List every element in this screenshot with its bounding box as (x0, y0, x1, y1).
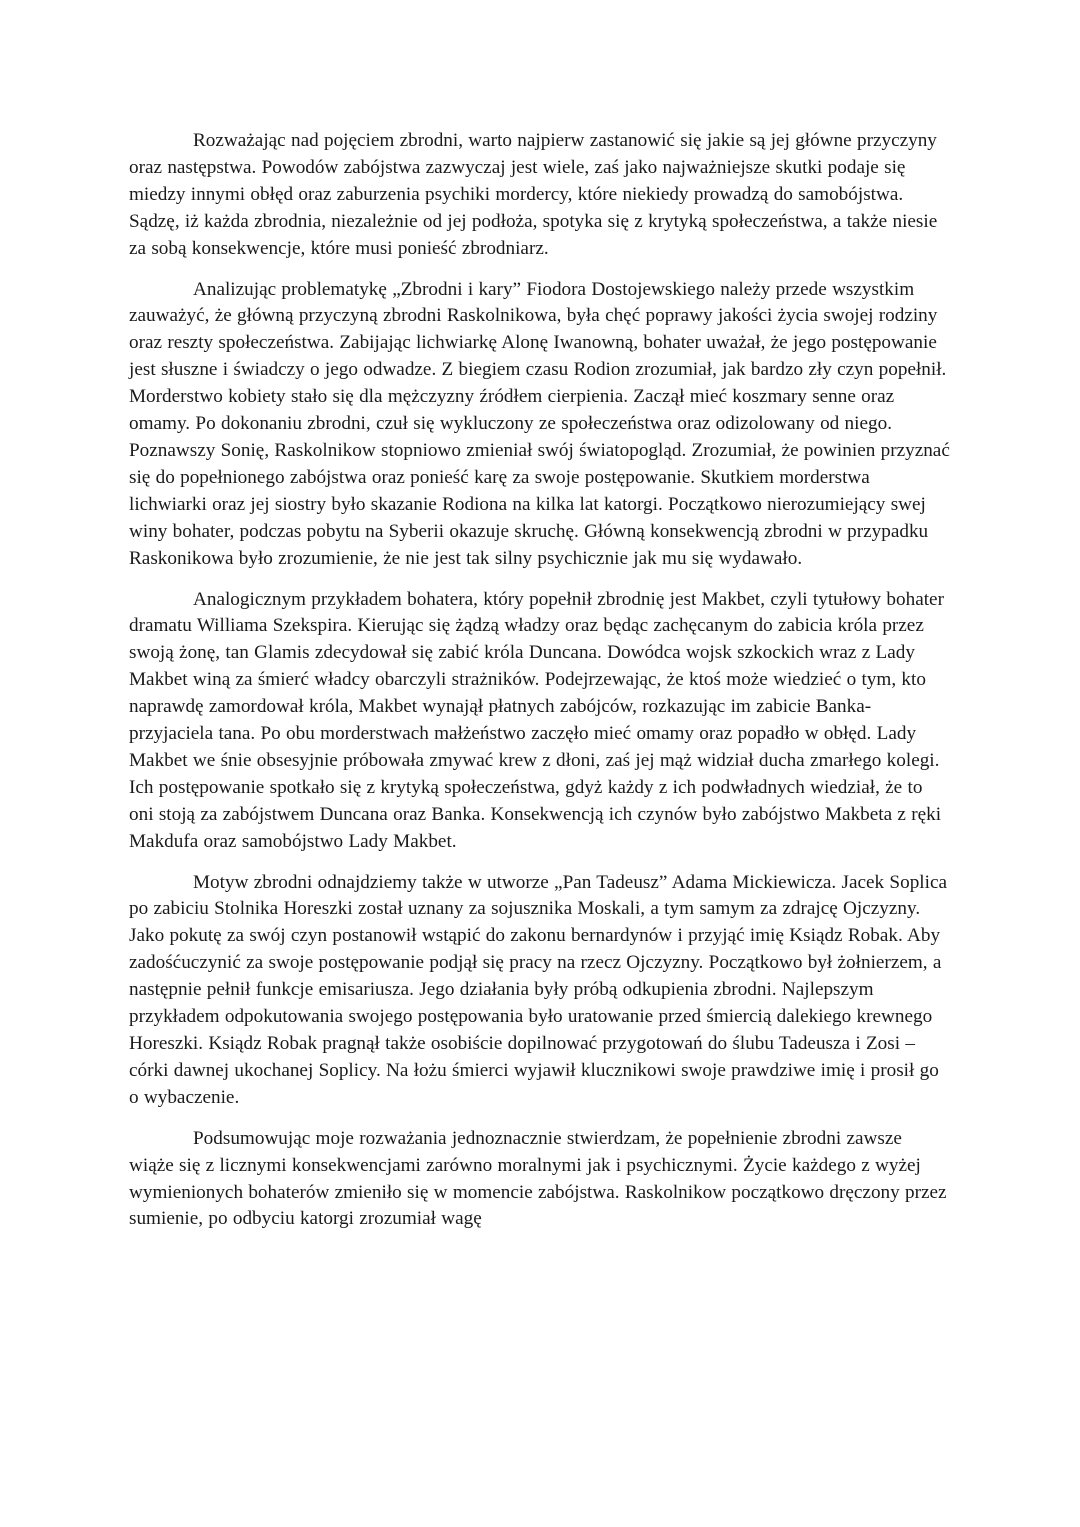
paragraph-zbrodnia-i-kara: Analizując problematykę „Zbrodni i kary” Fiodora Dostojewskiego należy przede wszystkim zauważyć, że główną przyczyną zbrodni Raskolnikowa, była chęć poprawy jakości życia swojej rodziny oraz reszty społeczeństwa. Zabijając lichwiarkę Alonę Iwanowną, bohater uważał, że jego postępowanie jest słuszne i świadczy o jego odwadze. Z biegiem czasu Rodion zrozumiał, jak bardzo zły czyn popełnił. Morderstwo kobiety stało się dla mężczyzny źródłem cierpienia. Zaczął mieć koszmary senne oraz omamy. Po dokonaniu zbrodni, czuł się wykluczony ze społeczeństwa oraz odizolowany od niego. Poznawszy Sonię, Raskolnikow stopniowo zmieniał swój światopogląd. Zrozumiał, że powinien przyznać się do popełnionego zabójstwa oraz ponieść karę za swoje postępowanie. Skutkiem morderstwa lichwiarki oraz jej siostry było skazanie Rodiona na kilka lat katorgi. Początkowo nierozumiejący swej winy bohater, podczas pobytu na Syberii okazuje skruchę. Główną konsekwencją zbrodni w przypadku Raskonikowa było zrozumienie, że nie jest tak silny psychicznie jak mu się wydawało. (129, 278, 950, 569)
paragraph-intro: Rozważając nad pojęciem zbrodni, warto najpierw zastanowić się jakie są jej główne przyczyny oraz następstwa. Powodów zabójstwa zazwyczaj jest wiele, zaś jako najważniejsze skutki podaje się miedzy innymi obłęd oraz zaburzenia psychiki mordercy, które niekiedy prowadzą do samobójstwa. Sądzę, iż każda zbrodnia, niezależnie od jej podłoża, spotyka się z krytyką społeczeństwa, a także niesie za sobą konsekwencje, które musi ponieść zbrodniarz. (129, 130, 938, 259)
document-body (129, 128, 951, 1233)
paragraph-summary: Podsumowując moje rozważania jednoznacznie stwierdzam, że popełnienie zbrodni zawsze wiąże się z licznymi konsekwencjami zarówno moralnymi jak i psychicznymi. Życie każdego z wyżej wymienionych bohaterów zmieniło się w momencie zabójstwa. Raskolnikow początkowo dręczony przez sumienie, po odbyciu katorgi zrozumiał wagę (129, 1127, 947, 1230)
paragraph-pan-tadeusz: Motyw zbrodni odnajdziemy także w utworze „Pan Tadeusz” Adama Mickiewicza. Jacek Soplica po zabiciu Stolnika Horeszki został uznany za sojusznika Moskali, a tym samym za zdrajcę Ojczyzny. Jako pokutę za swój czyn postanowił wstąpić do zakonu bernardynów i przyjąć imię Ksiądz Robak. Aby zadośćuczynić za swoje postępowanie podjął się pracy na rzecz Ojczyzny. Początkowo był żołnierzem, a następnie pełnił funkcje emisariusza. Jego działania były próbą odkupienia zbrodni. Najlepszym przykładem odpokutowania swojego postępowania było uratowanie przed śmiercią dalekiego krewnego Horeszki. Ksiądz Robak pragnął także osobiście dopilnować przygotowań do ślubu Tadeusza i Zosi – córki dawnej ukochanej Soplicy. Na łożu śmierci wyjawił klucznikowi swoje prawdziwe imię i prosił go o wybaczenie. (129, 871, 947, 1108)
paragraph-makbet: Analogicznym przykładem bohatera, który popełnił zbrodnię jest Makbet, czyli tytułowy bohater dramatu Williama Szekspira. Kierując się żądzą władzy oraz będąc zachęcanym do zabicia króla przez swoją żonę, tan Glamis zdecydował się zabić króla Duncana. Dowódca wojsk szkockich wraz z Lady Makbet winą za śmierć władcy obarczyli strażników. Podejrzewając, że ktoś może wiedzieć o tym, kto naprawdę zamordował króla, Makbet wynajął płatnych zabójców, rozkazując im zabicie Banka-przyjaciela tana. Po obu morderstwach małżeństwo zaczęło mieć omamy oraz popadło w obłęd. Lady Makbet we śnie obsesyjnie próbowała zmywać krew z dłoni, zaś jej mąż widział ducha zmarłego kolegi. Ich postępowanie spotkało się z krytyką społeczeństwa, gdyż każdy z ich podwładnych wiedział, że to oni stoją za zabójstwem Duncana oraz Banka. Konsekwencją ich czynów było zabójstwo Makbeta z ręki Makdufa oraz samobójstwo Lady Makbet. (129, 588, 944, 852)
